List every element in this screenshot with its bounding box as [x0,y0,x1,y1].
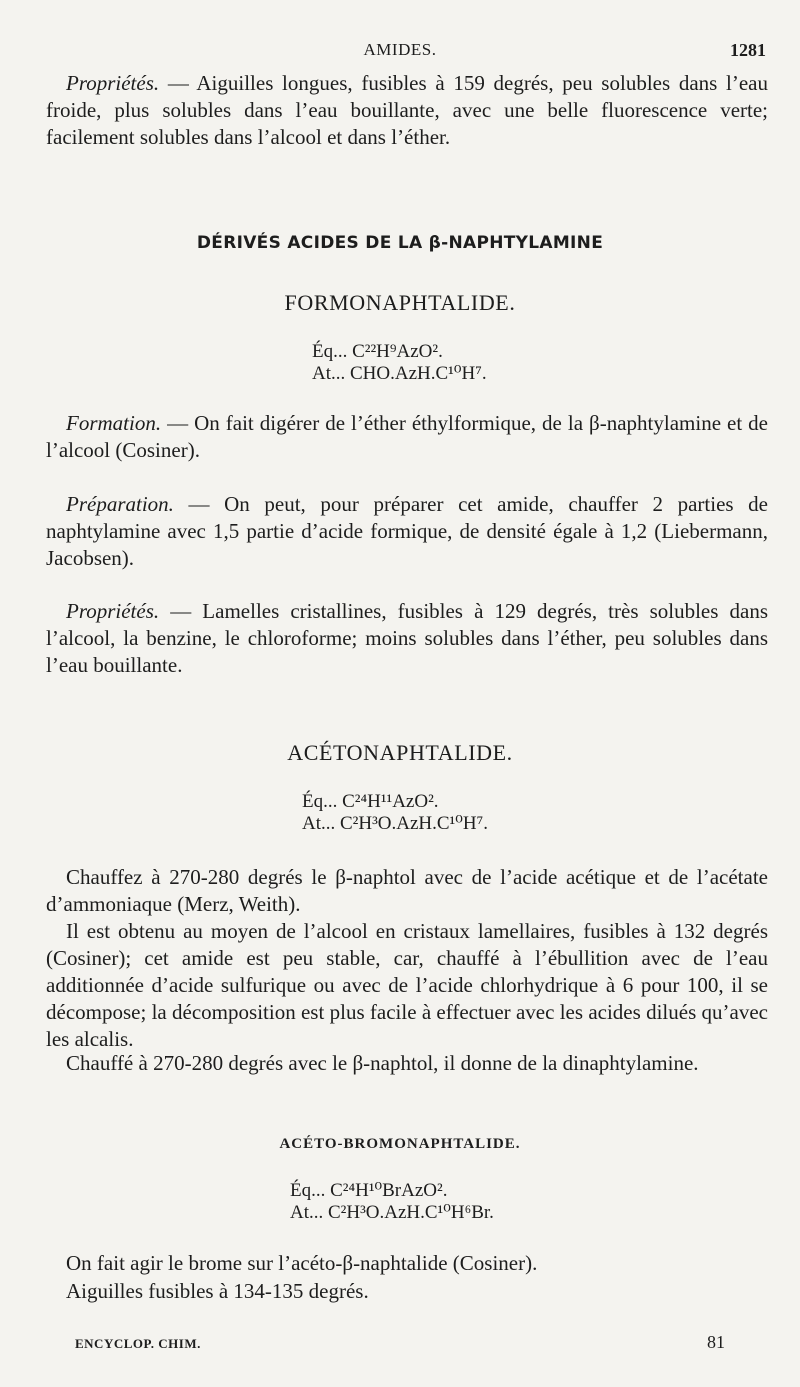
footer-source: ENCYCLOP. CHIM. [75,1336,201,1351]
aceto-bromonaphtalide-paragraph-2: Aiguilles fusibles à 134-135 degrés. [66,1279,369,1303]
preparation-text: — On peut, pour préparer cet amide, chauffer 2 parties de naphtylamine avec 1,5 partie d’acide formique, de densité égale à 1,2 (Liebermann, Jacobsen). [46,492,768,570]
intro-text: — Aiguilles longues, fusibles à 159 degrés, peu solubles dans l’eau froide, plus solubles dans l’eau bouillante, avec une belle fluorescence verte; facilement solubles dans l’alcool et dans l’éther. [46,71,768,149]
aceto-bromonaphtalide-formula-eq: Éq... C²⁴H¹⁰BrAzO². [290,1180,448,1201]
preparation-lead: Préparation. [66,492,174,516]
formation-lead: Formation. [66,411,162,435]
aceto-bromonaphtalide-paragraph-1: On fait agir le brome sur l’acéto-β-naphtalide (Cosiner). [66,1251,538,1275]
acetonaphtalide-title: ACÉTONAPHTALIDE. [287,740,513,765]
proprietes-text: — Lamelles cristallines, fusibles à 129 degrés, très solubles dans l’alcool, la benzine, le chloroforme; moins solubles dans l’éther, peu solubles dans l’eau bouillante. [46,599,768,677]
acetonaphtalide-formula-at: At... C²H³O.AzH.C¹⁰H⁷. [302,813,488,834]
acetonaphtalide-paragraph-2: Il est obtenu au moyen de l’alcool en cristaux lamellaires, fusibles à 132 degrés (Cosiner); cet amide est peu stable, car, chauffé à l’ébullition avec de l’eau additionnée d’acide sulfurique ou avec de l’acide chlorhydrique à 6 pour 100, il se décompose; la décomposition est plus facile à effectuer avec les acides dilués qu’avec les alcalis. [46,919,768,1051]
page-footer [75,1332,725,1356]
aceto-bromonaphtalide-title: ACÉTO-BROMONAPHTALIDE. [279,1136,521,1152]
page-number: 1281 [730,40,766,60]
proprietes-lead: Propriétés. [66,599,160,623]
formonaphtalide-formula-at: At... CHO.AzH.C¹⁰H⁷. [312,363,487,384]
formonaphtalide-formula-eq: Éq... C²²H⁹AzO². [312,341,443,362]
section-heading: DÉRIVÉS ACIDES DE LA β-NAPHTYLAMINE [196,233,604,253]
formation-paragraph [46,410,768,464]
preparation-paragraph [46,491,768,572]
intro-lead: Propriétés. [66,71,160,95]
intro-paragraph [46,70,768,151]
acetonaphtalide-paragraph-3: Chauffé à 270-280 degrés avec le β-naphtol, il donne de la dinaphtylamine. [66,1051,699,1075]
formation-text: — On fait digérer de l’éther éthylformique, de la β-naphtylamine et de l’alcool (Cosiner). [46,411,768,462]
running-header [0,40,800,64]
proprietes-paragraph [46,598,768,679]
aceto-bromonaphtalide-formula-at: At... C²H³O.AzH.C¹⁰H⁶Br. [290,1202,494,1223]
acetonaphtalide-formula-eq: Éq... C²⁴H¹¹AzO². [302,791,439,812]
acetonaphtalide-paragraph-1: Chauffez à 270-280 degrés le β-naphtol avec de l’acide acétique et de l’acétate d’ammoniaque (Merz, Weith). [46,865,768,916]
footer-signature: 81 [707,1332,725,1352]
running-title: AMIDES. [363,40,437,59]
formonaphtalide-title: FORMONAPHTALIDE. [284,290,516,315]
